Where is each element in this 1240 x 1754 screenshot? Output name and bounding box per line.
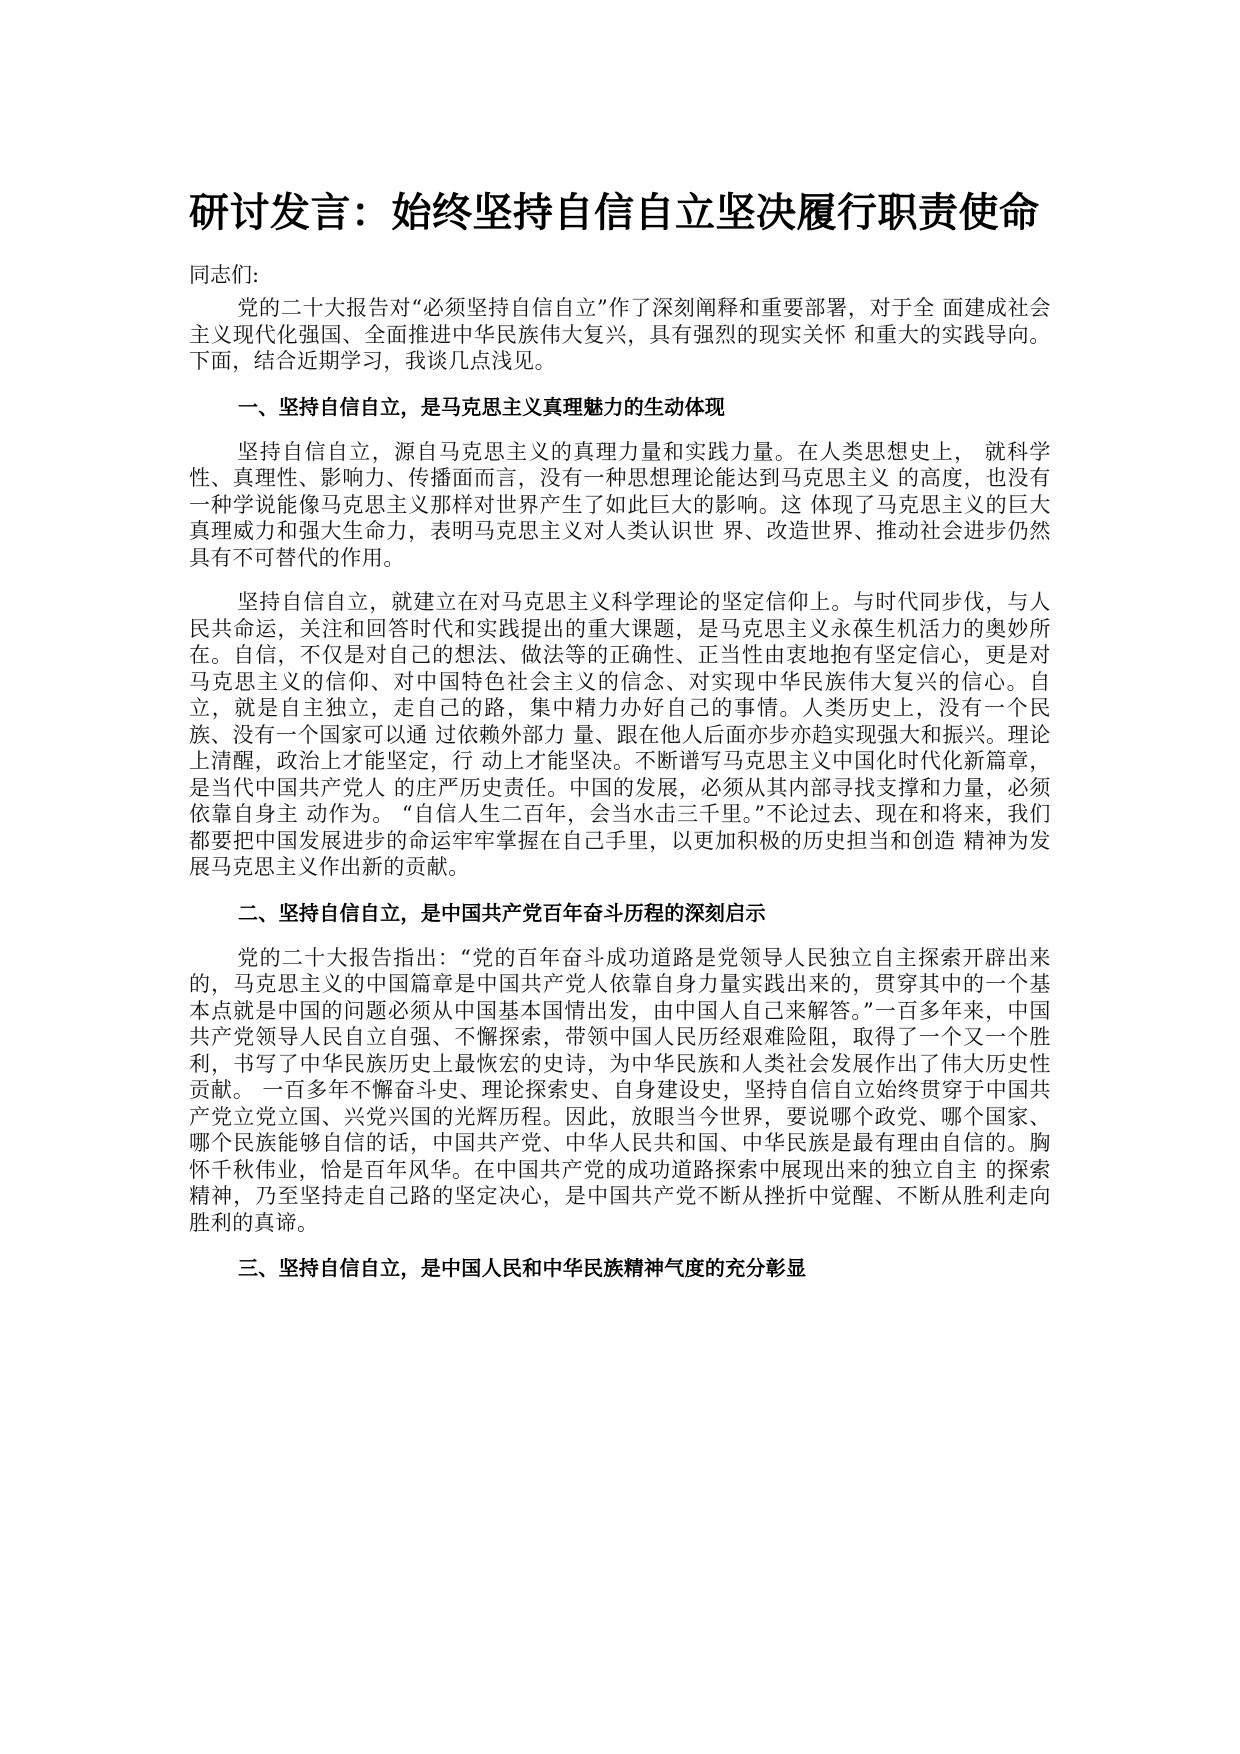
document-page bbox=[189, 185, 1051, 1300]
intro-paragraph: 党的二十大报告对“必须坚持自信自立”作了深刻阐释和重要部署，对于全 面建成社会主义现代化强国、全面推进中华民族伟大复兴，具有强烈的现实关怀 和重大的实践导向。下面，结合近期学习，我谈几点浅见。 bbox=[189, 296, 1051, 373]
section-2-paragraph-1: 党的二十大报告指出：“党的百年奋斗成功道路是党领导人民独立自主探索开辟出来的，马克思主义的中国篇章是中国共产党人依靠自身力量实践出来的，贯穿其中的一个基本点就是中国的问题必须从中国基本国情出发，由中国人自己来解答。”一百多年来，中国共产党领导人民自立自强、不懈探索，带领中国人民历经艰难险阻，取得了一个又一个胜利，书写了中华民族历史上最恢宏的史诗，为中华民族和人类社会发展作出了伟大历史性贡献。 一百多年不懈奋斗史、理论探索史、自身建设史，坚持自信自立始终贯穿于中国共产党立党立国、兴党兴国的光辉历程。因此，放眼当今世界，要说哪个政党、哪个国家、哪个民族能够自信的话，中国共产党、中华人民共和国、中华民族是最有理由自信的。胸怀千秋伟业，恰是百年风华。在中国共产党的成功道路探索中展现出来的独立自主 的探索精神，乃至坚持走自己路的坚定决心，是中国共产党不断从挫折中觉醒、不断从胜利走向胜利的真谛。 bbox=[189, 945, 1051, 1235]
section-3-heading: 三、坚持自信自立，是中国人民和中华民族精神气度的充分彰显 bbox=[238, 1256, 807, 1280]
document-title: 研讨发言：始终坚持自信自立坚决履行职责使命 bbox=[189, 190, 1040, 236]
section-2-heading: 二、坚持自信自立，是中国共产党百年奋斗历程的深刻启示 bbox=[238, 900, 766, 925]
section-1-paragraph-2: 坚持自信自立，就建立在对马克思主义科学理论的坚定信仰上。与时代同步伐，与人民共命运，关注和回答时代和实践提出的重大课题，是马克思主义永葆生机活力的奥妙所在。自信，不仅是对自己的想法、做法等的正确性、正当性由衷地抱有坚定信心，更是对马克思主义的信仰、对中国特色社会主义的信念、对实现中华民族伟大复兴的信心。自立，就是自主独立，走自己的路，集中精力办好自己的事情。人类历史上，没有一个民族、没有一个国家可以通 过依赖外部力 量、跟在他人后面亦步亦趋实现强大和振兴。理论上清醒，政治上才能坚定，行 动上才能坚决。不断谱写马克思主义中国化时代化新篇章，是当代中国共产党人 的庄严历史责任。中国的发展，必须从其内部寻找支撑和力量，必须依靠自身主 动作为。 “自信人生二百年，会当水击三千里。”不论过去、现在和将来，我们 都要把中国发展进步的命运牢牢掌握在自己手里，以更加积极的历史担当和创造 精神为发展马克思主义作出新的贡献。 bbox=[189, 590, 1051, 879]
section-1-heading: 一、坚持自信自立，是马克思主义真理魅力的生动体现 bbox=[238, 394, 726, 419]
salutation: 同志们: bbox=[189, 263, 260, 287]
section-1-paragraph-1: 坚持自信自立，源自马克思主义的真理力量和实践力量。在人类思想史上， 就科学性、真理性、影响力、传播面而言，没有一种思想理论能达到马克思主义 的高度，也没有一种学说能像马克思主义那样对世界产生了如此巨大的影响。这 体现了马克思主义的巨大真理威力和强大生命力，表明马克思主义对人类认识世 界、改造世界、推动社会进步仍然具有不可替代的作用。 bbox=[189, 439, 1051, 570]
